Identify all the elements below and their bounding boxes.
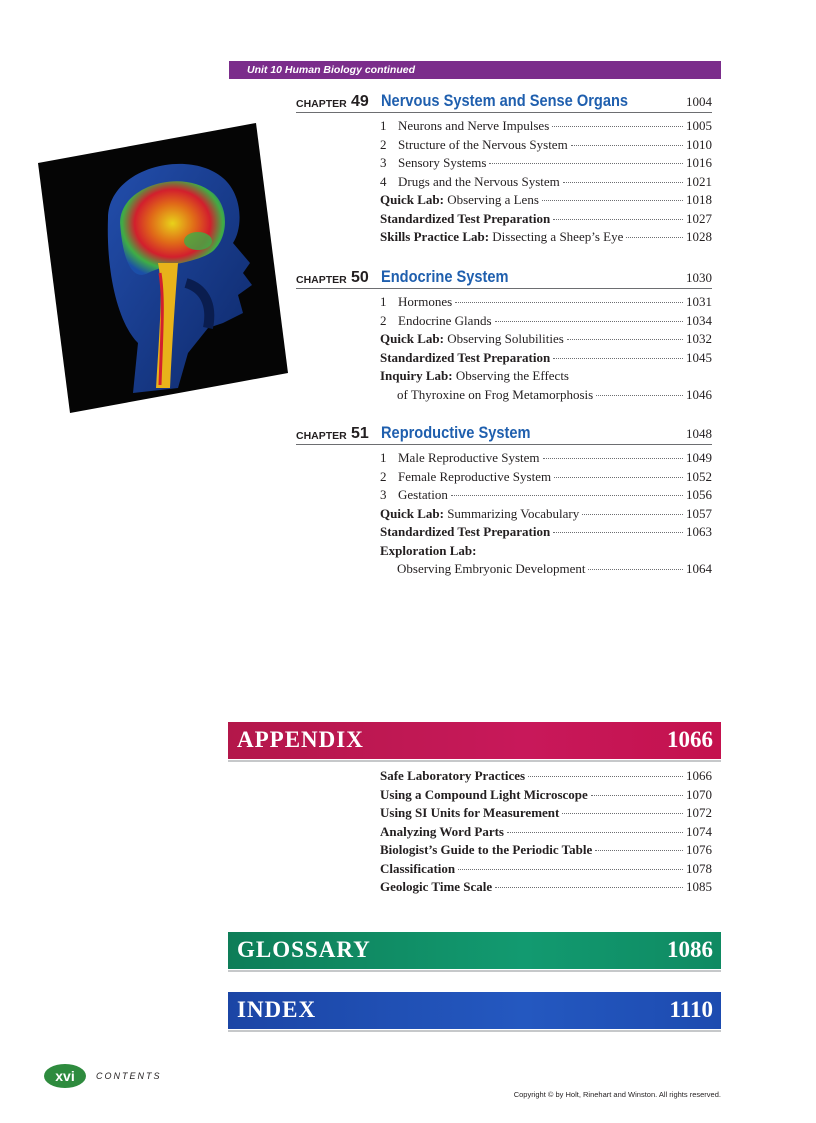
mri-brain-image <box>38 123 288 413</box>
entry-page: 1031 <box>686 294 712 309</box>
toc-entry[interactable] <box>380 449 712 468</box>
entry-page: 1034 <box>686 312 712 328</box>
chapter-number: 49 <box>351 93 369 110</box>
entry-text: Observing Embryonic Development <box>397 561 586 576</box>
entry-bold: Quick Lab: <box>380 331 444 346</box>
appendix-entry[interactable] <box>380 823 712 842</box>
leader-dots <box>563 182 683 183</box>
entry-text: Biologist’s Guide to the Periodic Table <box>380 842 593 857</box>
entry-text: Sensory Systems <box>398 155 487 170</box>
entry-page: 1078 <box>686 860 712 876</box>
section-number: 2 <box>380 136 387 152</box>
entry-page: 1018 <box>686 192 712 207</box>
entry-page: 1032 <box>686 331 712 346</box>
entry-page: 1052 <box>686 468 712 484</box>
chapter-49 <box>296 92 712 247</box>
leader-dots <box>591 795 683 796</box>
chapter-number: 50 <box>351 269 369 286</box>
toc-entry[interactable] <box>380 210 712 229</box>
leader-dots <box>543 458 683 459</box>
entry-text: Male Reproductive System <box>398 450 540 465</box>
entry-bold: Exploration Lab: <box>380 542 477 558</box>
entry-page: 1072 <box>686 805 712 820</box>
entry-page: 1021 <box>686 173 712 189</box>
banner-underline <box>228 1030 721 1032</box>
contents-label: CONTENTS <box>96 1071 162 1081</box>
chapter-title[interactable]: Nervous System and Sense Organs <box>381 91 629 110</box>
leader-dots <box>455 302 683 303</box>
section-number: 3 <box>380 155 387 170</box>
toc-entry[interactable] <box>380 154 712 173</box>
leader-dots <box>626 237 683 238</box>
leader-dots <box>507 832 683 833</box>
leader-dots <box>528 776 683 777</box>
entry-text: Classification <box>380 860 456 876</box>
chapter-page: 1030 <box>686 270 712 285</box>
entry-text: Drugs and the Nervous System <box>398 173 560 189</box>
leader-dots <box>495 887 683 888</box>
leader-dots <box>567 339 683 340</box>
toc-entry[interactable] <box>380 117 712 136</box>
leader-dots <box>553 532 683 533</box>
entry-text: Safe Laboratory Practices <box>380 768 526 783</box>
entry-bold: Quick Lab: <box>380 505 444 521</box>
appendix-entry[interactable] <box>380 804 712 823</box>
toc-entry[interactable] <box>380 293 712 312</box>
leader-dots <box>562 813 683 814</box>
entry-text: Using a Compound Light Microscope <box>380 786 588 802</box>
section-number: 1 <box>380 450 387 465</box>
entry-bold: Standardized Test Preparation <box>380 210 551 226</box>
leader-dots <box>553 358 683 359</box>
leader-dots <box>458 869 683 870</box>
banner-underline <box>228 970 721 972</box>
entry-page: 1049 <box>686 450 712 465</box>
entry-page: 1074 <box>686 823 712 839</box>
entry-page: 1016 <box>686 155 712 170</box>
leader-dots <box>582 514 683 515</box>
chapter-entries <box>380 117 712 247</box>
entry-page: 1046 <box>686 386 712 402</box>
entry-page: 1028 <box>686 229 712 244</box>
entry-bold: Standardized Test Preparation <box>380 524 551 539</box>
chapter-51 <box>296 424 712 579</box>
entry-text: Analyzing Word Parts <box>380 823 504 839</box>
entry-text: Neurons and Nerve Impulses <box>398 118 550 133</box>
chapter-50 <box>296 268 712 404</box>
entry-page: 1010 <box>686 136 712 152</box>
toc-entry[interactable] <box>380 349 712 368</box>
entry-text: Summarizing Vocabulary <box>443 505 580 521</box>
entry-bold: Quick Lab: <box>380 192 444 207</box>
chapter-title[interactable]: Endocrine System <box>381 267 509 286</box>
chapter-label: CHAPTER <box>296 274 347 286</box>
entry-text: Observing Solubilities <box>443 331 564 346</box>
toc-entry[interactable] <box>380 386 712 405</box>
section-number: 1 <box>380 294 387 309</box>
entry-text: Gestation <box>398 487 448 502</box>
entry-bold: Skills Practice Lab: <box>380 229 490 244</box>
leader-dots <box>495 321 683 322</box>
chapter-label: CHAPTER <box>296 98 347 110</box>
leader-dots <box>588 569 683 570</box>
banner-underline <box>228 760 721 762</box>
entry-page: 1045 <box>686 349 712 365</box>
entry-page: 1063 <box>686 524 712 539</box>
entry-text: Observing a Lens <box>443 192 539 207</box>
entry-text: of Thyroxine on Frog Metamorphosis <box>397 386 594 402</box>
appendix-entry[interactable] <box>380 841 712 860</box>
index-page: 1110 <box>669 997 713 1022</box>
toc-entry[interactable] <box>380 330 712 349</box>
section-number: 2 <box>380 312 387 328</box>
glossary-banner[interactable] <box>228 932 721 969</box>
chapter-page: 1004 <box>686 94 712 109</box>
entry-page: 1056 <box>686 487 712 502</box>
entry-page: 1070 <box>686 786 712 802</box>
entry-text: Female Reproductive System <box>398 468 552 484</box>
appendix-page: 1066 <box>667 727 713 752</box>
toc-entry[interactable] <box>380 523 712 542</box>
toc-entry[interactable] <box>380 505 712 524</box>
chapter-header <box>296 92 712 113</box>
section-number: 2 <box>380 468 387 484</box>
chapter-number: 51 <box>351 425 369 442</box>
entry-text: Hormones <box>398 294 453 309</box>
appendix-entries <box>380 767 712 897</box>
appendix-entry[interactable] <box>380 767 712 786</box>
glossary-label: GLOSSARY <box>237 937 371 962</box>
appendix-banner[interactable] <box>228 722 721 759</box>
appendix-entry[interactable] <box>380 878 712 897</box>
leader-dots <box>552 126 683 127</box>
toc-entry[interactable] <box>380 468 712 487</box>
entry-page: 1005 <box>686 118 712 133</box>
chapter-header <box>296 424 712 445</box>
entry-text: Using SI Units for Measurement <box>380 805 560 820</box>
chapter-label: CHAPTER <box>296 430 347 442</box>
appendix-entry[interactable] <box>380 860 712 879</box>
chapter-entries <box>380 293 712 404</box>
index-label: INDEX <box>237 997 317 1022</box>
unit-header-bar: Unit 10 Human Biology continued <box>229 61 721 79</box>
leader-dots <box>542 200 683 201</box>
entry-page: 1085 <box>686 879 712 894</box>
chapter-entries <box>380 449 712 579</box>
entry-text: Observing the Effects <box>452 368 569 383</box>
entry-bold: Inquiry Lab: <box>380 368 453 383</box>
entry-bold: Standardized Test Preparation <box>380 349 551 365</box>
entry-page: 1076 <box>686 842 712 857</box>
leader-dots <box>571 145 683 146</box>
toc-entry[interactable] <box>380 367 712 386</box>
copyright-notice: Copyright © by Holt, Rinehart and Winston. All rights reserved. <box>513 1090 721 1099</box>
section-number: 3 <box>380 487 387 502</box>
entry-page: 1064 <box>686 561 712 576</box>
toc-entry[interactable] <box>380 228 712 247</box>
toc-entry[interactable] <box>380 191 712 210</box>
section-number: 4 <box>380 173 387 189</box>
appendix-label: APPENDIX <box>237 727 364 752</box>
glossary-page: 1086 <box>667 937 713 962</box>
leader-dots <box>596 395 683 396</box>
entry-page: 1057 <box>686 505 712 521</box>
toc-entry[interactable] <box>380 173 712 192</box>
entry-page: 1027 <box>686 210 712 226</box>
appendix-entry[interactable] <box>380 786 712 805</box>
toc-entry[interactable] <box>380 136 712 155</box>
entry-text: Dissecting a Sheep’s Eye <box>489 229 624 244</box>
entry-text: Structure of the Nervous System <box>398 136 568 152</box>
leader-dots <box>553 219 683 220</box>
leader-dots <box>451 495 683 496</box>
entry-page: 1066 <box>686 768 712 783</box>
toc-entry[interactable] <box>380 560 712 579</box>
entry-text: Endocrine Glands <box>398 312 492 328</box>
leader-dots <box>595 850 683 851</box>
entry-text: Geologic Time Scale <box>380 879 493 894</box>
chapter-title[interactable]: Reproductive System <box>381 423 531 442</box>
leader-dots <box>554 477 683 478</box>
toc-entry[interactable] <box>380 312 712 331</box>
section-number: 1 <box>380 118 387 133</box>
chapter-header <box>296 268 712 289</box>
chapter-page: 1048 <box>686 426 712 441</box>
toc-entry[interactable] <box>380 486 712 505</box>
page-folio: xvi <box>44 1064 86 1088</box>
toc-entry[interactable] <box>380 542 712 561</box>
leader-dots <box>489 163 683 164</box>
index-banner[interactable] <box>228 992 721 1029</box>
